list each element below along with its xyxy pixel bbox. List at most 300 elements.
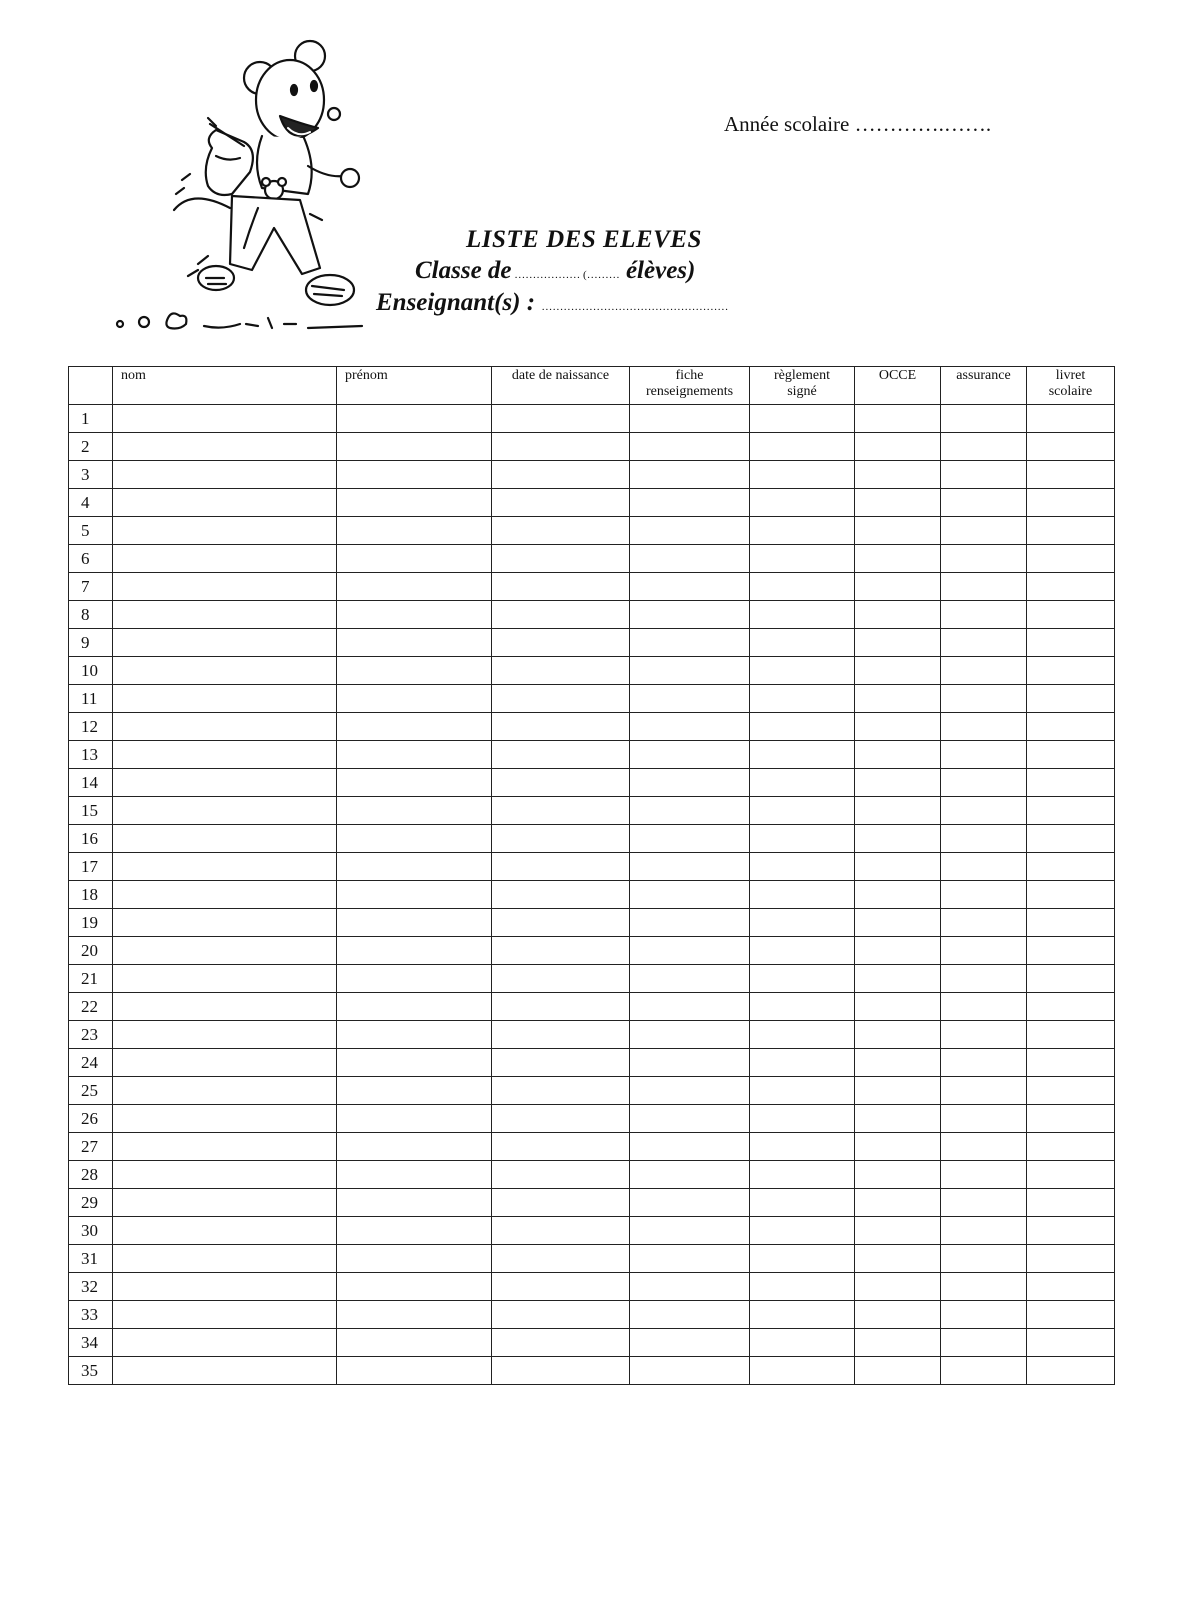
table-cell[interactable] [750,601,855,629]
table-cell[interactable] [113,1077,337,1105]
table-cell[interactable] [337,1105,492,1133]
table-cell[interactable] [750,545,855,573]
table-cell[interactable] [941,573,1027,601]
table-cell[interactable] [492,993,630,1021]
table-cell[interactable] [630,433,750,461]
table-cell[interactable] [941,1217,1027,1245]
table-cell[interactable] [1027,1301,1115,1329]
table-cell[interactable] [630,713,750,741]
table-cell[interactable] [337,713,492,741]
table-cell[interactable] [1027,1049,1115,1077]
table-cell[interactable] [855,657,941,685]
table-cell[interactable] [750,713,855,741]
table-cell[interactable] [113,937,337,965]
table-cell[interactable] [113,713,337,741]
table-cell[interactable] [941,1049,1027,1077]
table-cell[interactable] [855,1245,941,1273]
table-cell[interactable] [855,1189,941,1217]
table-cell[interactable] [750,1133,855,1161]
table-cell[interactable] [1027,685,1115,713]
table-cell[interactable] [855,1133,941,1161]
table-cell[interactable] [492,825,630,853]
table-cell[interactable] [113,1161,337,1189]
table-cell[interactable] [630,461,750,489]
table-cell[interactable] [113,769,337,797]
table-cell[interactable] [1027,405,1115,433]
table-cell[interactable] [941,993,1027,1021]
table-cell[interactable] [630,573,750,601]
table-cell[interactable] [855,1105,941,1133]
table-cell[interactable] [750,517,855,545]
table-cell[interactable] [855,1161,941,1189]
table-cell[interactable] [492,713,630,741]
table-cell[interactable] [630,489,750,517]
table-header-row [69,367,1115,405]
table-cell[interactable] [1027,489,1115,517]
table-cell[interactable] [855,433,941,461]
table-cell[interactable] [630,1245,750,1273]
table-cell[interactable] [855,685,941,713]
table-cell[interactable] [941,1189,1027,1217]
table-cell[interactable] [1027,1273,1115,1301]
table-cell[interactable] [113,965,337,993]
table-cell[interactable] [113,825,337,853]
table-cell[interactable] [855,573,941,601]
row-number: 10 [69,657,113,685]
table-cell[interactable] [492,1161,630,1189]
table-cell[interactable] [113,545,337,573]
table-cell[interactable] [630,1133,750,1161]
table-cell[interactable] [750,853,855,881]
table-cell[interactable] [337,545,492,573]
table-row [69,657,1115,685]
table-cell[interactable] [630,1021,750,1049]
table-cell[interactable] [492,545,630,573]
table-cell[interactable] [941,517,1027,545]
table-cell[interactable] [492,797,630,825]
table-cell[interactable] [750,1357,855,1385]
table-cell[interactable] [113,517,337,545]
table-cell[interactable] [941,629,1027,657]
table-cell[interactable] [337,909,492,937]
table-cell[interactable] [1027,1329,1115,1357]
table-cell[interactable] [113,1273,337,1301]
table-cell[interactable] [941,909,1027,937]
table-cell[interactable] [941,965,1027,993]
table-cell[interactable] [1027,461,1115,489]
table-cell[interactable] [337,573,492,601]
table-cell[interactable] [492,1301,630,1329]
table-cell[interactable] [113,909,337,937]
table-cell[interactable] [630,769,750,797]
table-cell[interactable] [337,1301,492,1329]
table-cell[interactable] [941,657,1027,685]
table-cell[interactable] [1027,1189,1115,1217]
row-number: 21 [69,965,113,993]
table-cell[interactable] [337,1161,492,1189]
table-cell[interactable] [113,1217,337,1245]
table-cell[interactable] [855,517,941,545]
table-cell[interactable] [492,1077,630,1105]
table-cell[interactable] [1027,517,1115,545]
table-cell[interactable] [855,1329,941,1357]
table-cell[interactable] [630,657,750,685]
table-cell[interactable] [855,405,941,433]
table-cell[interactable] [941,769,1027,797]
table-cell[interactable] [1027,965,1115,993]
table-cell[interactable] [113,853,337,881]
table-cell[interactable] [337,797,492,825]
table-cell[interactable] [113,573,337,601]
table-cell[interactable] [113,1357,337,1385]
row-number: 11 [69,685,113,713]
table-row [69,713,1115,741]
table-cell[interactable] [630,405,750,433]
table-cell[interactable] [941,1273,1027,1301]
table-cell[interactable] [941,545,1027,573]
table-cell[interactable] [1027,1077,1115,1105]
table-cell[interactable] [113,405,337,433]
table-cell[interactable] [337,629,492,657]
table-cell[interactable] [750,685,855,713]
table-cell[interactable] [855,769,941,797]
table-row [69,909,1115,937]
table-cell[interactable] [630,545,750,573]
table-cell[interactable] [492,909,630,937]
table-cell[interactable] [630,965,750,993]
table-cell[interactable] [630,909,750,937]
table-cell[interactable] [1027,657,1115,685]
table-cell[interactable] [1027,573,1115,601]
table-cell[interactable] [630,1273,750,1301]
table-cell[interactable] [750,1077,855,1105]
table-cell[interactable] [941,1077,1027,1105]
teacher-label: Enseignant(s) : [376,289,536,316]
table-cell[interactable] [941,1021,1027,1049]
table-cell[interactable] [1027,601,1115,629]
table-cell[interactable] [113,601,337,629]
table-cell[interactable] [941,881,1027,909]
table-cell[interactable] [855,1273,941,1301]
table-cell[interactable] [630,741,750,769]
table-cell[interactable] [941,685,1027,713]
table-cell[interactable] [855,1049,941,1077]
table-cell[interactable] [855,629,941,657]
table-cell[interactable] [750,1329,855,1357]
table-cell[interactable] [1027,1105,1115,1133]
table-cell[interactable] [113,1105,337,1133]
table-cell[interactable] [750,1105,855,1133]
table-cell[interactable] [337,1133,492,1161]
table-cell[interactable] [855,1021,941,1049]
table-cell[interactable] [855,1217,941,1245]
table-cell[interactable] [750,1273,855,1301]
table-cell[interactable] [113,741,337,769]
table-cell[interactable] [855,741,941,769]
table-cell[interactable] [1027,881,1115,909]
table-cell[interactable] [113,657,337,685]
table-cell[interactable] [855,937,941,965]
table-cell[interactable] [941,741,1027,769]
column-header: livret scolaire [1027,367,1115,405]
table-cell[interactable] [855,965,941,993]
table-cell[interactable] [855,713,941,741]
table-cell[interactable] [337,1021,492,1049]
table-cell[interactable] [750,657,855,685]
table-cell[interactable] [750,1245,855,1273]
table-cell[interactable] [750,405,855,433]
table-cell[interactable] [630,1217,750,1245]
row-number: 25 [69,1077,113,1105]
table-cell[interactable] [941,825,1027,853]
table-cell[interactable] [492,1273,630,1301]
table-cell[interactable] [492,461,630,489]
table-cell[interactable] [113,881,337,909]
table-cell[interactable] [630,1105,750,1133]
table-cell[interactable] [337,601,492,629]
row-number: 15 [69,797,113,825]
table-cell[interactable] [113,1329,337,1357]
table-cell[interactable] [855,1077,941,1105]
table-cell[interactable] [941,1329,1027,1357]
table-cell[interactable] [750,797,855,825]
table-cell[interactable] [492,517,630,545]
table-cell[interactable] [941,489,1027,517]
table-cell[interactable] [941,797,1027,825]
table-cell[interactable] [113,433,337,461]
page-title: LISTE DES ELEVES [466,226,702,253]
table-cell[interactable] [337,993,492,1021]
table-cell[interactable] [750,741,855,769]
row-number: 13 [69,741,113,769]
table-cell[interactable] [941,405,1027,433]
table-cell[interactable] [1027,993,1115,1021]
table-cell[interactable] [337,1217,492,1245]
table-cell[interactable] [492,433,630,461]
table-cell[interactable] [750,937,855,965]
table-cell[interactable] [941,1133,1027,1161]
table-cell[interactable] [492,853,630,881]
table-cell[interactable] [492,657,630,685]
table-cell[interactable] [113,797,337,825]
table-cell[interactable] [337,1329,492,1357]
table-cell[interactable] [337,657,492,685]
table-cell[interactable] [630,853,750,881]
table-cell[interactable] [113,629,337,657]
table-cell[interactable] [1027,1021,1115,1049]
table-cell[interactable] [1027,853,1115,881]
table-cell[interactable] [750,573,855,601]
table-cell[interactable] [630,1189,750,1217]
table-cell[interactable] [337,1245,492,1273]
table-cell[interactable] [492,573,630,601]
table-cell[interactable] [113,1049,337,1077]
table-cell[interactable] [630,685,750,713]
table-cell[interactable] [750,489,855,517]
table-cell[interactable] [1027,1245,1115,1273]
table-cell[interactable] [750,825,855,853]
table-cell[interactable] [855,881,941,909]
table-cell[interactable] [630,993,750,1021]
table-cell[interactable] [337,825,492,853]
table-cell[interactable] [1027,1357,1115,1385]
table-cell[interactable] [492,1357,630,1385]
table-cell[interactable] [113,489,337,517]
table-cell[interactable] [1027,713,1115,741]
table-cell[interactable] [855,797,941,825]
table-cell[interactable] [630,797,750,825]
table-cell[interactable] [855,853,941,881]
table-cell[interactable] [941,1357,1027,1385]
row-number: 14 [69,769,113,797]
table-cell[interactable] [630,825,750,853]
table-cell[interactable] [492,1021,630,1049]
table-cell[interactable] [337,685,492,713]
table-cell[interactable] [750,881,855,909]
table-cell[interactable] [855,825,941,853]
table-cell[interactable] [492,1189,630,1217]
table-cell[interactable] [492,741,630,769]
table-cell[interactable] [1027,1161,1115,1189]
table-cell[interactable] [337,1077,492,1105]
table-cell[interactable] [337,769,492,797]
table-cell[interactable] [630,881,750,909]
table-cell[interactable] [113,685,337,713]
table-cell[interactable] [337,741,492,769]
table-cell[interactable] [492,1133,630,1161]
table-cell[interactable] [113,461,337,489]
table-cell[interactable] [630,629,750,657]
table-cell[interactable] [750,461,855,489]
table-cell[interactable] [492,937,630,965]
table-cell[interactable] [1027,433,1115,461]
table-cell[interactable] [941,1245,1027,1273]
table-cell[interactable] [941,853,1027,881]
table-cell[interactable] [492,601,630,629]
table-cell[interactable] [855,1301,941,1329]
table-cell[interactable] [1027,909,1115,937]
table-cell[interactable] [750,993,855,1021]
table-cell[interactable] [337,965,492,993]
table-cell[interactable] [855,489,941,517]
table-cell[interactable] [941,461,1027,489]
table-cell[interactable] [337,405,492,433]
table-cell[interactable] [492,769,630,797]
table-cell[interactable] [492,1217,630,1245]
table-cell[interactable] [750,433,855,461]
table-cell[interactable] [113,1301,337,1329]
table-cell[interactable] [630,517,750,545]
table-cell[interactable] [492,1329,630,1357]
table-cell[interactable] [630,1049,750,1077]
table-cell[interactable] [1027,629,1115,657]
table-cell[interactable] [750,909,855,937]
table-cell[interactable] [492,881,630,909]
table-cell[interactable] [941,1105,1027,1133]
table-cell[interactable] [630,1161,750,1189]
table-cell[interactable] [855,601,941,629]
table-cell[interactable] [941,1161,1027,1189]
table-cell[interactable] [337,1049,492,1077]
table-cell[interactable] [750,965,855,993]
table-cell[interactable] [337,881,492,909]
table-cell[interactable] [1027,1217,1115,1245]
table-cell[interactable] [855,545,941,573]
table-cell[interactable] [113,1245,337,1273]
table-cell[interactable] [855,993,941,1021]
table-cell[interactable] [337,517,492,545]
table-cell[interactable] [630,1329,750,1357]
table-cell[interactable] [630,937,750,965]
table-cell[interactable] [941,937,1027,965]
table-cell[interactable] [1027,769,1115,797]
table-cell[interactable] [750,1049,855,1077]
table-cell[interactable] [337,433,492,461]
table-cell[interactable] [630,1301,750,1329]
table-cell[interactable] [750,769,855,797]
table-cell[interactable] [750,1301,855,1329]
table-cell[interactable] [750,1161,855,1189]
table-cell[interactable] [337,1189,492,1217]
table-cell[interactable] [337,853,492,881]
table-cell[interactable] [113,1133,337,1161]
row-number: 17 [69,853,113,881]
table-cell[interactable] [855,461,941,489]
table-cell[interactable] [337,1273,492,1301]
table-cell[interactable] [750,1189,855,1217]
table-cell[interactable] [337,1357,492,1385]
table-cell[interactable] [630,1077,750,1105]
table-cell[interactable] [492,405,630,433]
table-cell[interactable] [750,1021,855,1049]
teacher-dots: …………………………………………… [541,301,729,313]
table-cell[interactable] [113,1021,337,1049]
table-cell[interactable] [855,1357,941,1385]
table-cell[interactable] [337,461,492,489]
table-cell[interactable] [941,713,1027,741]
table-cell[interactable] [337,489,492,517]
row-number: 28 [69,1161,113,1189]
table-cell[interactable] [855,909,941,937]
table-cell[interactable] [492,1049,630,1077]
table-cell[interactable] [941,433,1027,461]
table-cell[interactable] [492,685,630,713]
table-cell[interactable] [1027,545,1115,573]
table-cell[interactable] [492,1105,630,1133]
row-number: 22 [69,993,113,1021]
table-cell[interactable] [941,1301,1027,1329]
table-cell[interactable] [630,1357,750,1385]
table-cell[interactable] [492,1245,630,1273]
table-cell[interactable] [1027,741,1115,769]
table-cell[interactable] [113,1189,337,1217]
table-cell[interactable] [492,489,630,517]
table-cell[interactable] [1027,797,1115,825]
table-cell[interactable] [1027,937,1115,965]
table-cell[interactable] [492,965,630,993]
table-cell[interactable] [630,601,750,629]
class-line [415,257,695,285]
table-row [69,1273,1115,1301]
table-cell[interactable] [113,993,337,1021]
table-cell[interactable] [750,1217,855,1245]
table-cell[interactable] [337,937,492,965]
table-cell[interactable] [941,601,1027,629]
table-cell[interactable] [1027,1133,1115,1161]
table-cell[interactable] [492,629,630,657]
table-cell[interactable] [1027,825,1115,853]
table-cell[interactable] [750,629,855,657]
